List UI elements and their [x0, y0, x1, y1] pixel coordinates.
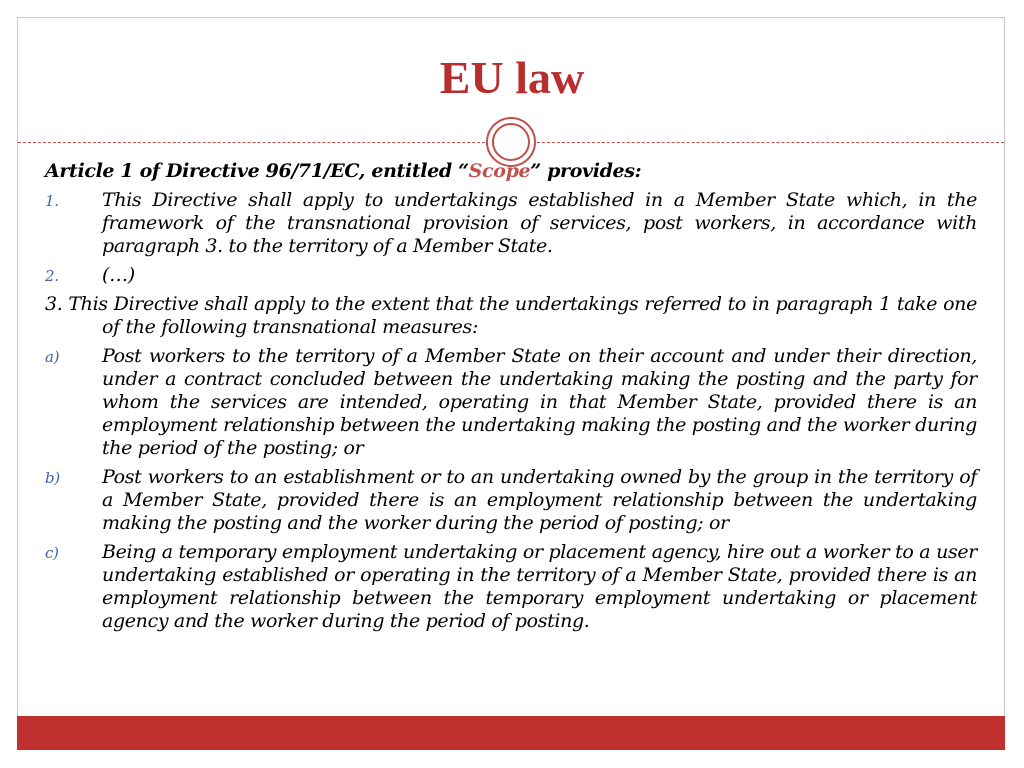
heading-scope: Scope — [468, 160, 531, 182]
list-item-text: Being a temporary employment undertaking or placement agency, hire out a worker to a user undertaking established or operating in the territory of a Member State, provided there is an employment relationship between the temporary employment undertaking or placement agency and the worker during the period of posting. — [102, 541, 977, 632]
list-item-text: This Directive shall apply to undertakings established in a Member State which, in the framework of the transnational provision of services, post workers, in accordance with paragraph 3. to the territory of a Member State. — [102, 189, 977, 257]
list-item-text: Post workers to an establishment or to an undertaking owned by the group in the territory of a Member State, provided there is an employment relationship between the undertaking making the posting and the worker during the period of posting; or — [102, 466, 977, 534]
list-marker: b) — [45, 469, 60, 487]
slide-title: EU law — [439, 52, 585, 103]
list-marker: c) — [45, 544, 59, 562]
divider-ornament-inner — [492, 123, 530, 161]
list-item — [45, 189, 977, 258]
heading-suffix: ” provides: — [530, 160, 642, 182]
slide-body — [45, 160, 977, 633]
paragraph-3-lead: 3. This — [45, 293, 108, 315]
article-heading — [45, 160, 977, 183]
list-item — [45, 466, 977, 535]
paragraph-3-text: Directive shall apply to the extent that the undertakings referred to in paragraph 1 take one of the following transnational measures: — [102, 293, 977, 338]
list-marker: 2. — [45, 267, 59, 285]
footer-bar — [17, 716, 1005, 750]
heading-prefix: Article 1 of Directive 96/71/EC, entitled “ — [45, 160, 469, 182]
list-marker: 1. — [45, 192, 59, 210]
list-marker: a) — [45, 348, 60, 366]
list-item — [45, 345, 977, 460]
list-item — [45, 264, 977, 287]
list-item — [45, 541, 977, 633]
list-item-text: (…) — [102, 264, 135, 286]
list-item-text: Post workers to the territory of a Member State on their account and under their direction, under a contract concluded between the undertaking making the posting and the party for whom the services are intended, operating in that Member State, provided there is an employment relationship between the undertaking making the posting and the worker during the period of the posting; or — [102, 345, 977, 459]
paragraph-3 — [45, 293, 977, 339]
